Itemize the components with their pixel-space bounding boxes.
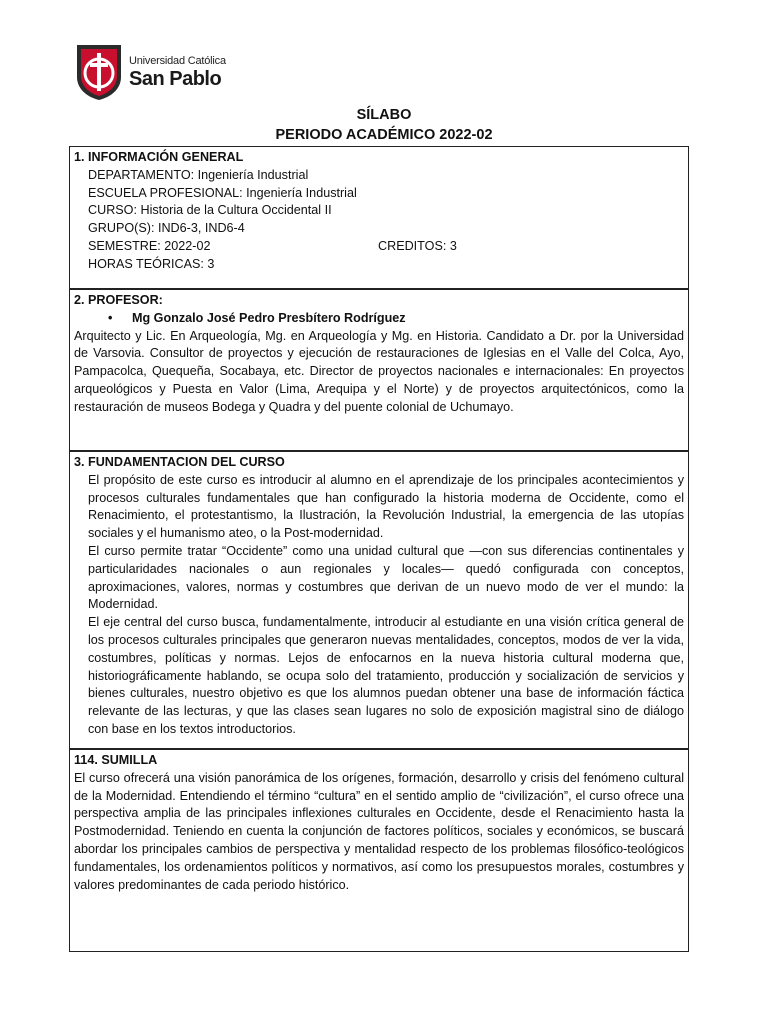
document-subtitle: PERIODO ACADÉMICO 2022-02: [275, 127, 493, 143]
departamento-field: DEPARTAMENTO: Ingeniería Industrial: [88, 167, 309, 182]
section-general-info: [69, 146, 689, 289]
university-logo: [75, 43, 226, 101]
section-title: 1. INFORMACIÓN GENERAL: [74, 150, 244, 164]
section-title: 2. PROFESOR:: [74, 293, 163, 307]
profesor-bio: Arquitecto y Lic. En Arqueología, Mg. en Arqueología y Mg. en Historia. Candidato a Dr. por la Universidad de Varsovia. Consultor de proyectos y ejecución de restauraciones de Iglesias en el Valle del Colca, Ayo, Pampacolca, Quequeña, Socabaya, etc. Director de proyectos nacionales e internacionales: En proyectos arqueológicos y Puesta en Valor (Lima, Arequipa y el Norte) y de proyectos arquitectónicos, como la restauración de museos Bodega y Quadra y del puente colonial de Uchumayo.: [74, 328, 684, 414]
document-title: SÍLABO: [356, 107, 412, 123]
grupos-field: GRUPO(S): IND6-3, IND6-4: [88, 221, 245, 236]
bullet-icon: •: [108, 310, 113, 325]
horas-field: HORAS TEÓRICAS: 3: [88, 256, 215, 271]
sumilla-text: El curso ofrecerá una visión panorámica de los orígenes, formación, desarrollo y crisis del fenómeno cultural de la Modernidad. Entendiendo el término “cultura” en el sentido amplio de “civilización”, el curso ofrece una perspectiva amplia de las principales inflexiones culturales en Occidente, desde el Renacimiento hasta la Postmodernidad. Teniendo en cuenta la conjunción de factores políticos, sociales y económicos, se buscará abordar los principales cambios de perspectiva y mentalidad respecto de los problemas filosófico-teológicos fundamentales, los ordenamientos políticos y normativos, así como los presupuestos morales, costumbres y valores predominantes de cada periodo histórico.: [74, 770, 684, 892]
section-title: 3. FUNDAMENTACION DEL CURSO: [74, 455, 285, 469]
creditos-field: CREDITOS: 3: [378, 238, 457, 253]
fundamentacion-paragraph: El curso permite tratar “Occidente” como una unidad cultural que —con sus diferencias continentales y particularidades nacionales o aun regionales y locales— quedó configurada con conceptos, aproximaciones, valores, normas y costumbres que derivan de un nuevo modo de ver el mundo: la Modernidad.: [88, 543, 684, 612]
section-title: 114. SUMILLA: [74, 753, 158, 767]
profesor-list-item: [74, 310, 684, 328]
profesor-name: Mg Gonzalo José Pedro Presbítero Rodríguez: [132, 310, 406, 325]
semestre-field: SEMESTRE: 2022-02: [88, 238, 211, 253]
section-profesor: [69, 289, 689, 451]
section-fundamentacion: [69, 451, 689, 749]
logo-university-name: San Pablo: [129, 67, 222, 90]
fundamentacion-paragraph: El eje central del curso busca, fundamentalmente, introducir al estudiante en una visión crítica general de los procesos culturales principales que generaron nuevas mentalidades, conceptos, modos de ver la vida, costumbres, políticas y normas. Lejos de enfocarnos en la nueva historia cultural moderna que, historiográficamente hablando, se ocupa solo del tratamiento, producción y socialización de servicios y bienes culturales, nuestro objetivo es que los alumnos puedan obtener una base de información fáctica relevante de las lecturas, y que las clases sean lugares no solo de exposición magistral sino de diálogo con base en los textos introductorios.: [88, 615, 684, 736]
escuela-field: ESCUELA PROFESIONAL: Ingeniería Industrial: [88, 185, 357, 200]
shield-logo-icon: [75, 43, 123, 101]
fundamentacion-paragraph: El propósito de este curso es introducir al alumno en el aprendizaje de los principales acontecimientos y procesos culturales fundamentales que han configurado la historia moderna de Occidente, como el Renacimiento, el protestantismo, la Ilustración, la Revolución Industrial, la emergencia de las utopías sociales y el humanismo ateo, o la Post-modernidad.: [88, 472, 684, 541]
section-sumilla: [69, 749, 689, 952]
curso-field: CURSO: Historia de la Cultura Occidental II: [88, 203, 332, 218]
logo-university-label: Universidad Católica: [129, 54, 226, 67]
